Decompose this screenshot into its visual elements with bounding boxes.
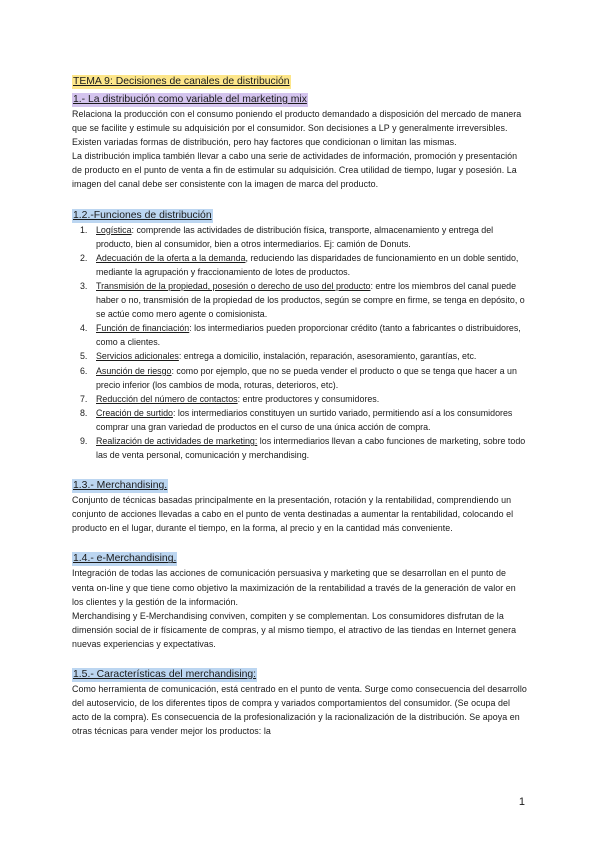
section-4-paragraph: Merchandising y E-Merchandising conviven, compiten y se complementan. Los consumidores disfrutan de la dimensión social de ir físicamente de compras, y al mismo tiempo, el atractivo de las tiendas en Internet genera nuevas experiencias y expectativas.: [72, 610, 517, 649]
section-3-paragraph: Conjunto de técnicas basadas principalmente en la presentación, rotación y la rentabilidad, comprendiendo un conjunto de acciones llevadas a cabo en el punto de venta destinadas a aumentar la rentabilidad, colocando el producto en el lugar, durante el tiempo, en la forma, al precio y en la cantidad más conveniente.: [72, 495, 514, 534]
list-item: 8. Creación de surtido: los intermediarios constituyen un surtido variado, permitiendo así a los consumidores comprar una gran variedad de productos en el curso de una única acción de compra.: [80, 407, 513, 432]
list-item: 4. Función de financiación: los intermediarios pueden proporcionar crédito (tanto a fabricantes o distribuidores, como a clientes.: [80, 323, 521, 348]
section-5-paragraph: Como herramienta de comunicación, está centrado en el punto de venta. Surge como consecuencia del desarrollo del autoservicio, de los diferentes tipos de compra y variados comportamientos del consumidor. (Se ocupa del acto de la compra). Es consecuencia de la profesionalización y la racionalización de la distribución. Se apoya en otras técnicas para vender mejor los productos: la: [72, 684, 527, 737]
list-item: 2. Adecuación de la oferta a la demanda, reduciendo las disparidades de funcionamiento en un doble sentido, mediante la agrupación y fraccionamiento de lotes de productos.: [80, 252, 519, 277]
doc-title: TEMA 9: Decisiones de canales de distribución: [73, 76, 290, 87]
section-1-paragraph: Relaciona la producción con el consumo poniendo el producto demandado a disposición del mercado de manera que se facilite y estimule su adquisición por el consumidor. Son decisiones a LP y generalmente irreversibles. Existen variadas formas de distribución, pero hay factores que condicionan o limitan las mismas.: [72, 109, 522, 148]
list-item: 5. Servicios adicionales: entrega a domicilio, instalación, reparación, asesoramiento, garantías, etc.: [80, 351, 477, 362]
list-item: 1. Logística: comprende las actividades de distribución física, transporte, almacenamiento y entrega del producto, bien al consumidor, bien a otros intermediarios. Ej: camión de Donuts.: [80, 224, 494, 249]
section-1-heading: 1.- La distribución como variable del marketing mix: [73, 94, 307, 105]
document-page: [72, 71, 528, 738]
page-number: 1: [518, 796, 525, 808]
list-item: 7. Reducción del número de contactos: entre productores y consumidores.: [80, 393, 380, 404]
list-item: 9. Realización de actividades de marketing: los intermediarios llevan a cabo funciones de marketing, sobre todo las de venta personal, comunicación y merchandising.: [80, 435, 526, 461]
section-3-heading: 1.3.- Merchandising.: [73, 480, 168, 492]
list-item: 6. Asunción de riesgo: como por ejemplo, que no se pueda vender el producto o que se tenga que hacer a un precio inferior (los cambios de moda, roturas, deterioros, etc).: [80, 365, 517, 390]
list-item: 3. Transmisión de la propiedad, posesión o derecho de uso del producto: entre los miembros del canal puede haber o no, transmisión de la propiedad de los productos, según se compre en firme, se tenga en depósito, o se actúe como mero agente o comisionista.: [80, 280, 525, 320]
section-5-heading: 1.5.- Características del merchandising:: [73, 669, 257, 680]
functions-list: [72, 223, 528, 463]
section-4-paragraph: Integración de todas las acciones de comunicación persuasiva y marketing que se desarrollan en el punto de venta on-line y que tiene como objetivo la maximización de la rentabilidad a través de la generación de valor en los clientes y la gestión de la información.: [72, 568, 516, 607]
section-1-paragraph: La distribución implica también llevar a cabo una serie de actividades de información, promoción y presentación de producto en el punto de venta a fin de estimular su adquisición. Crea utilidad de tiempo, lugar y posesión. La imagen del canal debe ser consistente con la imagen de marca del producto.: [72, 151, 518, 190]
section-4-heading: 1.4.- e-Merchandising.: [73, 553, 177, 565]
section-2-heading: 1.2.-Funciones de distribución: [73, 209, 212, 221]
